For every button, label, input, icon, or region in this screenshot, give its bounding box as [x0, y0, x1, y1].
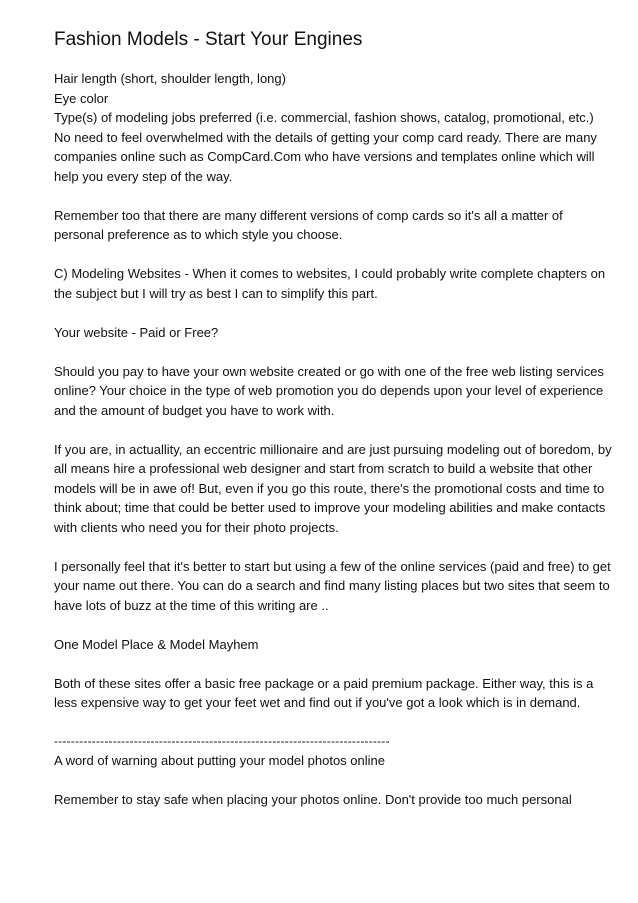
subheading-sites: One Model Place & Model Mayhem — [54, 636, 259, 652]
paragraph-modeling-websites: C) Modeling Websites - When it comes to websites, I could probably write complete chapters on the subject but I will try as best I can to simplify this part. — [54, 266, 606, 301]
list-item-hair-length: Hair length (short, shoulder length, long) — [54, 71, 286, 86]
paragraph-comp-card: No need to feel overwhelmed with the details of getting your comp card ready. There are many companies online such as CompCard.Com who have versions and templates online which will help you every step of the way. — [54, 129, 597, 184]
paragraph-should-you-pay: Should you pay to have your own website created or go with one of the free web listing services online? Your choice in the type of web promotion you do depends upon your level of experience and the amount of budget you have to work with. — [54, 363, 604, 418]
subheading-paid-or-free: Your website - Paid or Free? — [54, 324, 219, 340]
divider-line: -------------------------------------------------------------------------------- — [54, 734, 390, 748]
paragraph-comp-card-versions: Remember too that there are many different versions of comp cards so it's all a matter of personal preference as to which style you choose. — [54, 207, 563, 242]
paragraph-stay-safe: Remember to stay safe when placing your photos online. Don't provide too much personal — [54, 792, 572, 807]
subheading-warning: A word of warning about putting your model photos online — [54, 753, 385, 768]
document-page — [54, 28, 614, 810]
paragraph-millionaire: If you are, in actuallity, an eccentric millionaire and are just pursuing modeling out of boredom, by all means hire a professional web designer and start from scratch to build a website that other models will be in awe of! But, even if you go this route, there's the promotional costs and time to think about; time that could be better used to improve your modeling abilities and make contacts with clients who need you for their photo projects. — [54, 441, 612, 535]
list-item-job-types: Type(s) of modeling jobs preferred (i.e. commercial, fashion shows, catalog, promotional, etc.) — [54, 110, 594, 125]
paragraph-online-services: I personally feel that it's better to start but using a few of the online services (paid and free) to get your name out there. You can do a search and find many listing places but two sites that seem to have lots of buzz at the time of this writing are .. — [54, 558, 611, 613]
document-title: Fashion Models - Start Your Engines — [54, 29, 363, 50]
list-item-eye-color: Eye color — [54, 90, 109, 106]
paragraph-both-sites: Both of these sites offer a basic free package or a paid premium package. Either way, this is a less expensive way to get your feet wet and find out if you've got a look which is in demand. — [54, 675, 594, 710]
